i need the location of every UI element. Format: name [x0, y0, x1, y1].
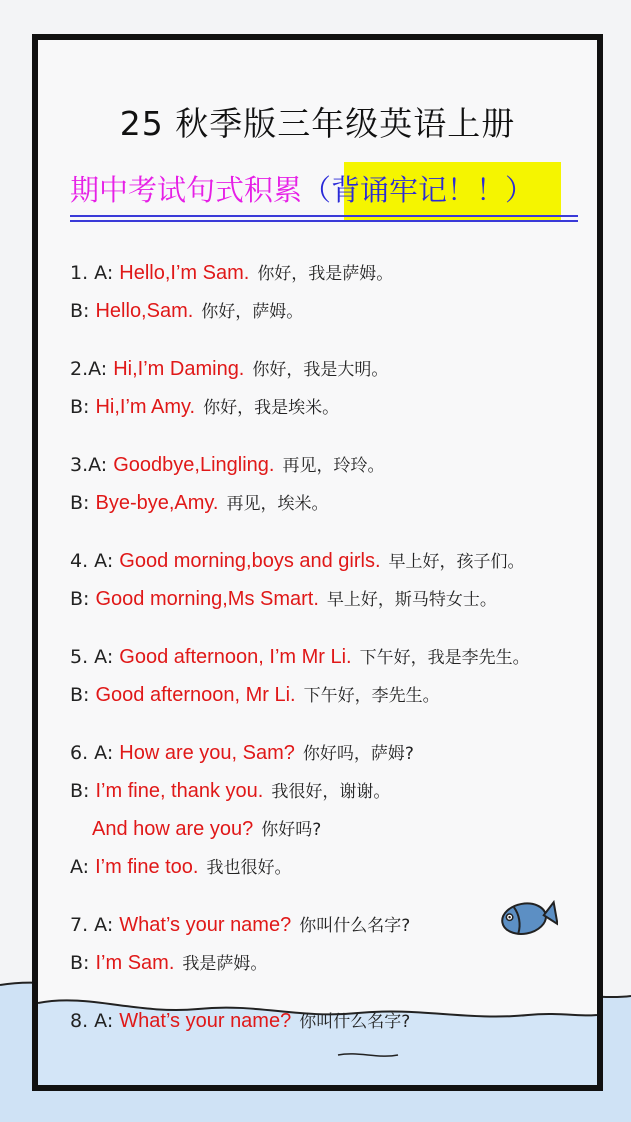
- chinese-translation: 你叫什么名字?: [299, 916, 411, 936]
- dialogue-line: [70, 580, 590, 618]
- dialogue-line: [70, 542, 590, 580]
- speaker-label: 2.A:: [70, 358, 114, 380]
- subtitle-note: （背诵牢记！！）: [302, 173, 535, 207]
- speaker-label: B:: [70, 588, 96, 610]
- subtitle-main: 期中考试句式积累: [70, 173, 303, 207]
- chinese-translation: 早上好，斯马特女士。: [326, 590, 497, 610]
- english-sentence: Hi,I’m Amy.: [95, 396, 196, 418]
- chinese-translation: 再见，埃米。: [226, 494, 329, 514]
- subtitle-underline: [70, 215, 578, 217]
- dialogue-line: [70, 350, 590, 388]
- english-sentence: How are you, Sam?: [119, 742, 295, 764]
- speaker-label: B:: [70, 300, 96, 322]
- chinese-translation: 你好，萨姆。: [201, 302, 304, 322]
- dialogue-line: [70, 734, 590, 772]
- english-sentence: What’s your name?: [119, 914, 292, 936]
- chinese-translation: 我很好，谢谢。: [271, 782, 391, 802]
- sentence-group: [70, 638, 590, 714]
- chinese-translation: 我是萨姆。: [182, 954, 268, 974]
- chinese-translation: 早上好，孩子们。: [388, 552, 525, 572]
- dialogue-line: [70, 772, 590, 810]
- english-sentence: I’m fine too.: [95, 856, 199, 878]
- chinese-translation: 你好，我是萨姆。: [257, 264, 394, 284]
- speaker-label: 1. A:: [70, 262, 120, 284]
- speaker-label: B:: [70, 684, 96, 706]
- chinese-translation: 你好，我是大明。: [252, 360, 389, 380]
- dialogue-line: [70, 638, 590, 676]
- subtitle-underline: [70, 220, 578, 222]
- speaker-label: 3.A:: [70, 454, 114, 476]
- sentence-group: [70, 446, 590, 522]
- fish-icon: [498, 893, 558, 943]
- english-sentence: I’m Sam.: [95, 952, 175, 974]
- chinese-translation: 下午好，我是李先生。: [359, 648, 530, 668]
- speaker-label: 6. A:: [70, 742, 120, 764]
- chinese-translation: 你好吗，萨姆?: [302, 744, 414, 764]
- subtitle: [70, 164, 534, 216]
- dialogue-line: [70, 848, 590, 886]
- english-sentence: What’s your name?: [119, 1010, 292, 1032]
- english-sentence: Hello,I’m Sam.: [119, 262, 250, 284]
- english-sentence: Goodbye,Lingling.: [113, 454, 275, 476]
- english-sentence: I’m fine, thank you.: [95, 780, 264, 802]
- dialogue-line: [70, 676, 590, 714]
- speaker-label: 8. A:: [70, 1010, 120, 1032]
- english-sentence: Bye-bye,Amy.: [95, 492, 219, 514]
- speaker-label: B:: [70, 952, 96, 974]
- speaker-label: B:: [70, 780, 96, 802]
- dialogue-line: [70, 810, 590, 848]
- dialogue-line: [70, 446, 590, 484]
- english-sentence: Hi,I’m Daming.: [113, 358, 245, 380]
- speaker-label: A:: [70, 856, 96, 878]
- speaker-label: B:: [70, 396, 96, 418]
- english-sentence: Hello,Sam.: [95, 300, 194, 322]
- sentence-group: [70, 254, 590, 330]
- dialogue-line: [70, 944, 590, 982]
- english-sentence: And how are you?: [92, 818, 254, 840]
- sentence-group: [70, 1002, 590, 1040]
- chinese-translation: 你叫什么名字?: [299, 1012, 411, 1032]
- page-title: 25 秋季版三年级英语上册: [119, 104, 516, 143]
- chinese-translation: 我也很好。: [206, 858, 292, 878]
- sentence-group: [70, 350, 590, 426]
- dialogue-line: [70, 1002, 590, 1040]
- chinese-translation: 你好，我是埃米。: [203, 398, 340, 418]
- sentence-group: [70, 734, 590, 886]
- english-sentence: Good afternoon, Mr Li.: [95, 684, 296, 706]
- dialogue-line: [70, 484, 590, 522]
- english-sentence: Good afternoon, I’m Mr Li.: [119, 646, 352, 668]
- dialogue-line: [70, 292, 590, 330]
- english-sentence: Good morning,Ms Smart.: [95, 588, 319, 610]
- chinese-translation: 你好吗?: [261, 820, 322, 840]
- chinese-translation: 再见，玲玲。: [282, 456, 385, 476]
- speaker-label: 5. A:: [70, 646, 120, 668]
- speaker-label: 4. A:: [70, 550, 120, 572]
- english-sentence: Good morning,boys and girls.: [119, 550, 381, 572]
- speaker-label: 7. A:: [70, 914, 120, 936]
- dialogue-line: [70, 388, 590, 426]
- dialogue-line: [70, 254, 590, 292]
- sentence-group: [70, 542, 590, 618]
- speaker-label: B:: [70, 492, 96, 514]
- chinese-translation: 下午好，李先生。: [303, 686, 440, 706]
